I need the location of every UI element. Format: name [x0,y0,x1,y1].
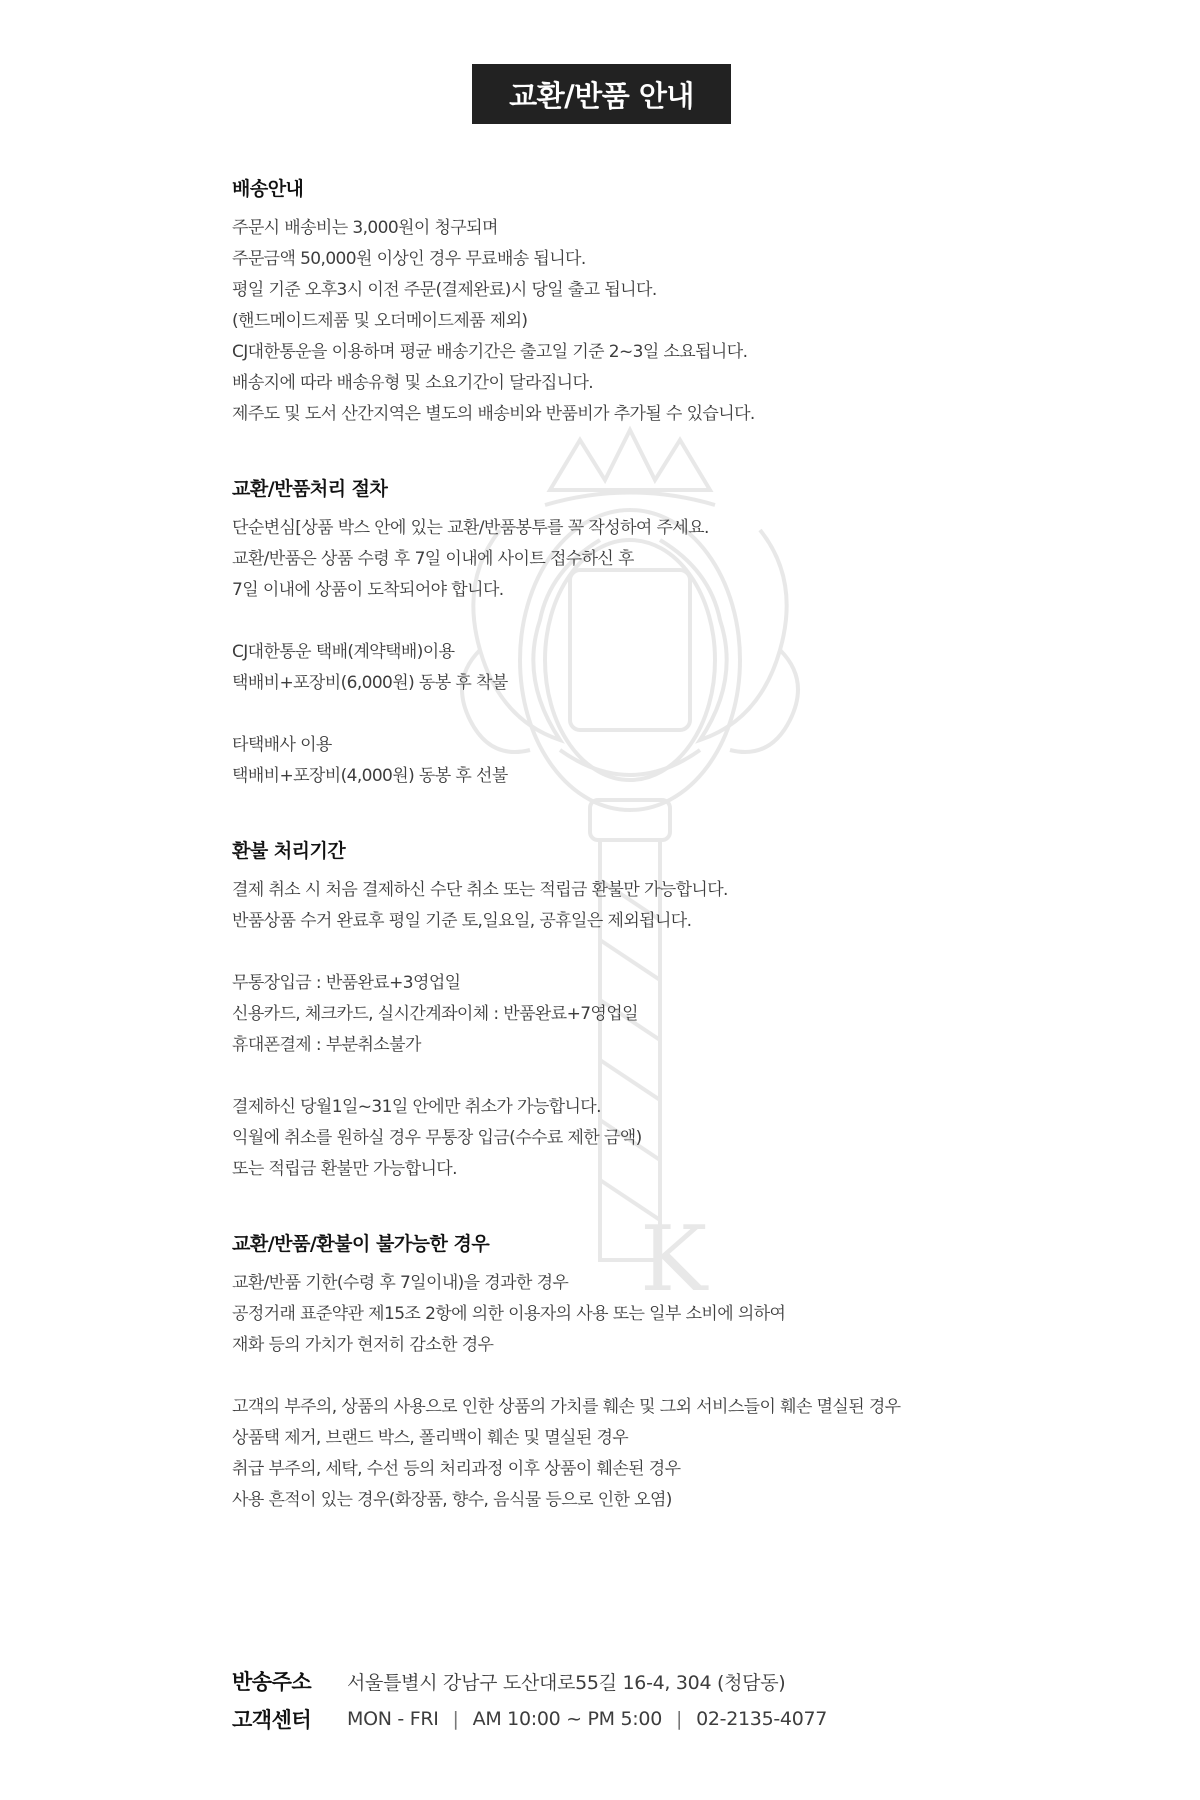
text-line: 휴대폰결제 : 부분취소불가 [232,1035,421,1055]
separator: | [675,1708,683,1730]
section-title: 배송안내 [232,178,304,200]
text-line: (핸드메이드제품 및 오더메이드제품 제외) [232,311,528,331]
text-line: CJ대한통운을 이용하며 평균 배송기간은 출고일 기준 2~3일 소요됩니다. [232,342,748,362]
text-line: 제주도 및 도서 산간지역은 별도의 배송비와 반품비가 추가될 수 있습니다. [232,404,755,424]
policy-content [232,174,1032,1560]
page-title-text: 교환/반품 안내 [509,78,694,113]
paragraph-gap [232,1361,1032,1392]
text-line: 결제하신 당월1일~31일 안에만 취소가 가능합니다. [232,1097,601,1117]
paragraph-gap [232,606,1032,637]
text-line: 타택배사 이용 [232,735,332,755]
text-line: 택배비+포장비(4,000원) 동봉 후 선불 [232,766,508,786]
paragraph-gap [232,1061,1032,1092]
text-line: 교환/반품 기한(수령 후 7일이내)을 경과한 경우 [232,1273,569,1293]
return-address: 서울틀별시 강남구 도산대로55길 16-4, 304 (청담동) [347,1671,786,1694]
phone-number[interactable]: 02-2135-4077 [696,1708,828,1730]
text-line: 주문시 배송비는 3,000원이 청구되며 [232,218,498,238]
customer-center-label: 고객센터 [232,1708,312,1732]
text-line: 교환/반품은 상품 수령 후 7일 이내에 사이트 접수하신 후 [232,549,634,569]
text-line: 상품택 제거, 브랜드 박스, 폴리백이 훼손 및 멸실된 경우 [232,1428,629,1448]
page-title [472,64,731,124]
customer-center-row [232,1700,827,1738]
text-line: 재화 등의 가치가 현저히 감소한 경우 [232,1335,494,1355]
text-line: 결제 취소 시 처음 결제하신 수단 취소 또는 적립금 환불만 가능합니다. [232,880,728,900]
text-line: 고객의 부주의, 상품의 사용으로 인한 상품의 가치를 훼손 및 그외 서비스들이 훼손 멸실된 경우 [232,1397,901,1417]
section-title: 교환/반품처리 절차 [232,478,388,500]
text-line: 평일 기준 오후3시 이전 주문(결제완료)시 당일 출고 됩니다. [232,280,657,300]
section-shipping [232,174,1032,430]
section-refund-period [232,836,1032,1185]
text-line: 또는 적립금 환불만 가능합니다. [232,1159,457,1179]
section-return-procedure [232,474,1032,792]
text-line: 반품상품 수거 완료후 평일 기준 토,일요일, 공휴일은 제외됩니다. [232,911,692,931]
section-non-returnable [232,1229,1032,1516]
return-address-row [232,1662,827,1700]
text-line: 무통장입금 : 반품완료+3영업일 [232,973,461,993]
paragraph-gap [232,699,1032,730]
watermark-monogram: K [640,1207,708,1300]
text-line: 배송지에 따라 배송유형 및 소요기간이 달라집니다. [232,373,594,393]
customer-center-info [347,1708,827,1730]
text-line: 단순변심[상품 박스 안에 있는 교환/반품봉투를 꼭 작성하여 주세요. [232,518,709,538]
contact-footer [232,1662,827,1738]
section-title: 교환/반품/환불이 불가능한 경우 [232,1233,490,1255]
section-title: 환불 처리기간 [232,840,346,862]
text-line: 익월에 취소를 원하실 경우 무통장 입금(수수료 제한 금액) [232,1128,642,1148]
text-line: 7일 이내에 상품이 도착되어야 합니다. [232,580,504,600]
text-line: 사용 흔적이 있는 경우(화장품, 향수, 음식물 등으로 인한 오염) [232,1490,672,1510]
business-days: MON - FRI [347,1708,439,1730]
text-line: CJ대한통운 택배(계약택배)이용 [232,642,455,662]
text-line: 주문금액 50,000원 이상인 경우 무료배송 됩니다. [232,249,586,269]
separator: | [452,1708,459,1730]
return-address-label: 반송주소 [232,1670,312,1694]
text-line: 신용카드, 체크카드, 실시간계좌이체 : 반품완료+7영업일 [232,1004,638,1024]
text-line: 택배비+포장비(6,000원) 동봉 후 착불 [232,673,508,693]
text-line: 공정거래 표준약관 제15조 2항에 의한 이용자의 사용 또는 일부 소비에 의하여 [232,1304,786,1324]
paragraph-gap [232,937,1032,968]
business-hours: AM 10:00 ~ PM 5:00 [472,1708,662,1730]
text-line: 취급 부주의, 세탁, 수선 등의 처리과정 이후 상품이 훼손된 경우 [232,1459,681,1479]
